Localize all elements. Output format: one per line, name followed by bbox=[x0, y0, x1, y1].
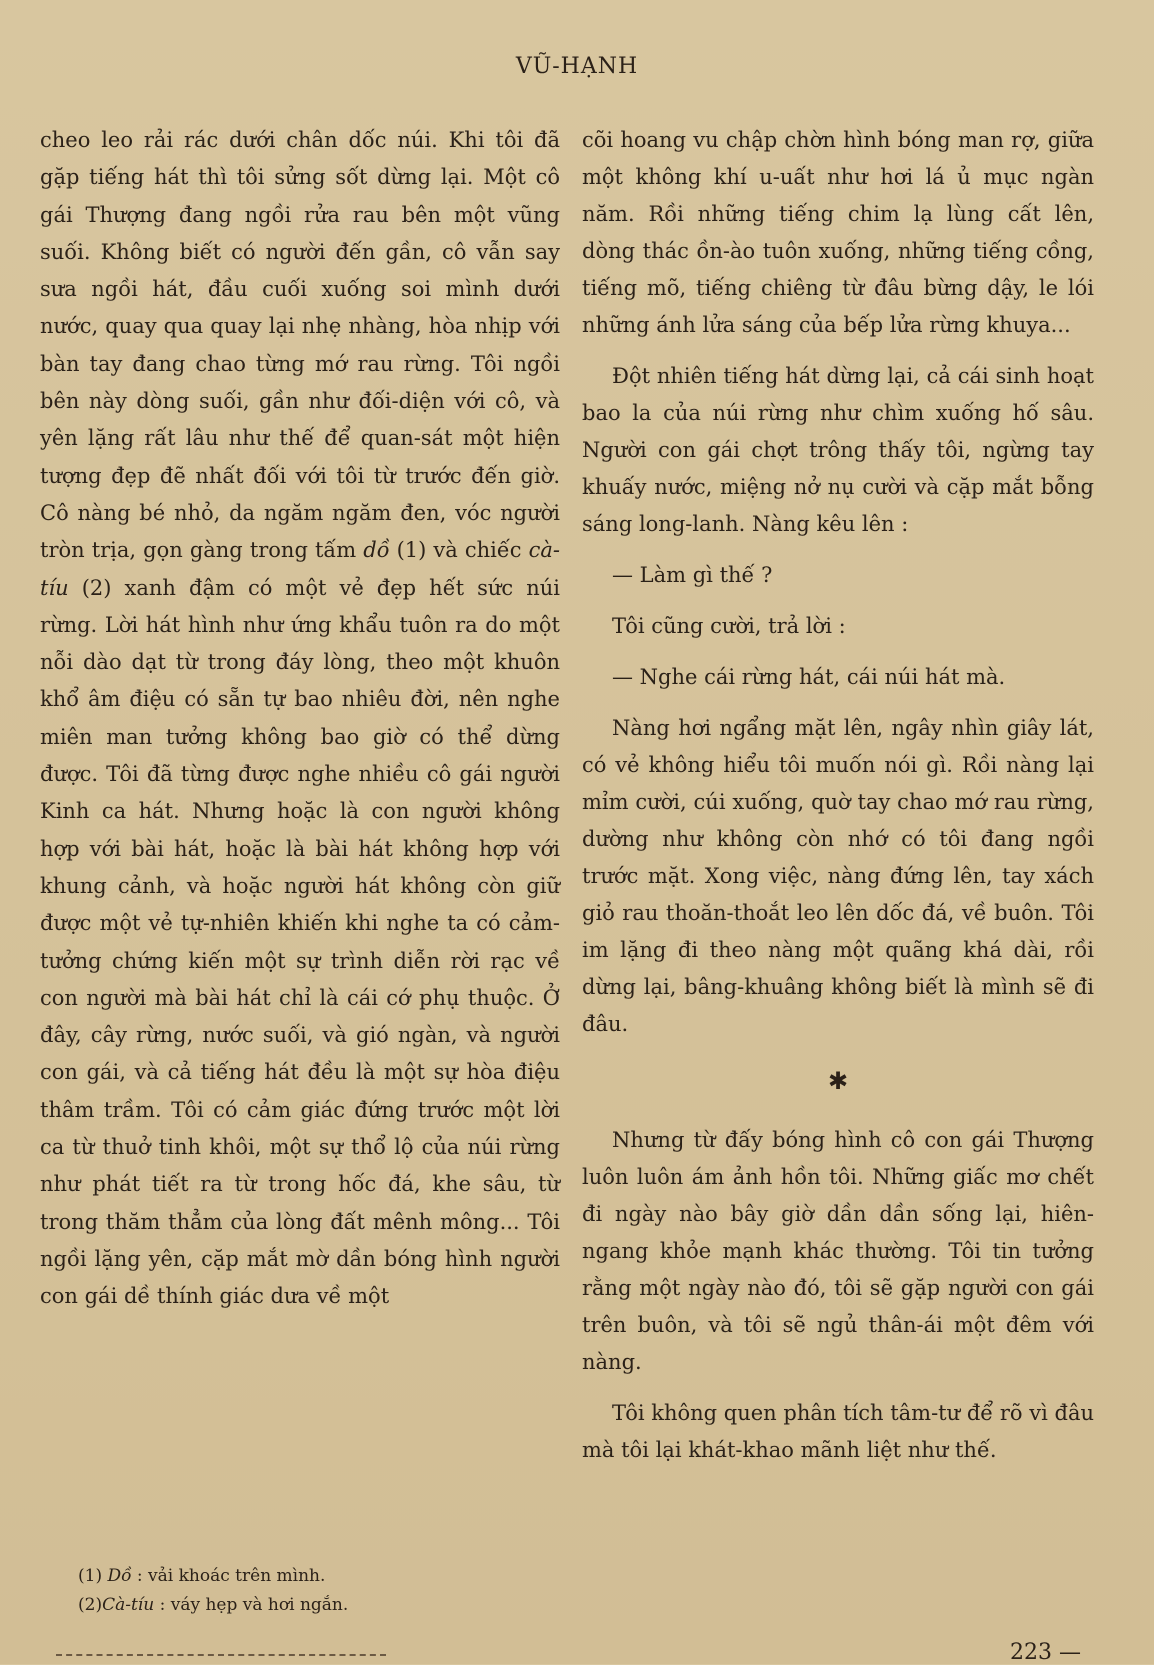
footnote-1 bbox=[78, 1562, 558, 1591]
right-column bbox=[582, 122, 1094, 1469]
right-paragraph-5: Nhưng từ đấy bóng hình cô con gái Thượng luôn luôn ám ảnh hồn tôi. Những giấc mơ chết đi ngày nào bây giờ dần dần sống lại, hiên-ngang khỏe mạnh khác thường. Tôi tin tưởng rằng một ngày nào đó, tôi sẽ gặp người con gái trên buôn, và tôi sẽ ngủ thân-ái một đêm với nàng. bbox=[582, 1128, 1094, 1374]
footnote-1-term: Dồ bbox=[107, 1566, 132, 1586]
page-number: 223 — bbox=[1010, 1640, 1081, 1665]
footnotes bbox=[78, 1562, 558, 1620]
term-catiu: cà-tíu bbox=[40, 538, 560, 600]
note-ref-1: (1) và chiếc bbox=[389, 538, 529, 563]
right-paragraph-3: Tôi cũng cười, trả lời : bbox=[612, 614, 846, 638]
right-paragraph-6: Tôi không quen phân tích tâm-tư để rõ vì đâu mà tôi lại khát-khao mãnh liệt như thế. bbox=[582, 1401, 1094, 1462]
right-paragraph-4: Nàng hơi ngẩng mặt lên, ngây nhìn giây lát, có vẻ không hiểu tôi muốn nói gì. Rồi nàng lại mỉm cười, cúi xuống, quờ tay chao mớ rau rừng, dường như không còn nhớ có tôi đang ngồi trước mặt. Xong việc, nàng đứng lên, tay xách giỏ rau thoăn-thoắt leo lên dốc đá, về buôn. Tôi im lặng đi theo nàng một quãng khá dài, rồi dừng lại, bâng-khuâng không biết là mình sẽ đi đâu. bbox=[582, 716, 1094, 1036]
dialog-line-2: — Nghe cái rừng hát, cái núi hát mà. bbox=[612, 665, 1006, 689]
footnote-2-mark: (2) bbox=[78, 1595, 103, 1615]
right-paragraph-1: cõi hoang vu chập chờn hình bóng man rợ, giữa một không khí u-uất như hơi lá ủ mục ngàn năm. Rồi những tiếng chim lạ lùng cất lên, dòng thác ồn-ào tuôn xuống, những tiếng cồng, tiếng mõ, tiếng chiêng từ đâu bừng dậy, le lói những ánh lửa sáng của bếp lửa rừng khuya... bbox=[582, 128, 1094, 337]
term-do: dồ bbox=[363, 538, 390, 563]
left-paragraph bbox=[40, 122, 560, 1316]
bottom-rule bbox=[56, 1654, 386, 1656]
section-separator: ✱ bbox=[827, 1067, 849, 1095]
footnote-1-mark: (1) bbox=[78, 1566, 108, 1586]
footnote-2 bbox=[78, 1591, 558, 1620]
footnote-2-term: Cà-tíu bbox=[102, 1595, 155, 1615]
left-text-part-1: cheo leo rải rác dưới chân dốc núi. Khi tôi đã gặp tiếng hát thì tôi sửng sốt dừng lại. Một cô gái Thượng đang ngồi rửa rau bên một vũng suối. Không biết có người đến gần, cô vẫn say sưa ngồi hát, đầu cuối xuống soi mình dưới nước, quay qua quay lại nhẹ nhàng, hòa nhịp với bàn tay đang chao từng mớ rau rừng. Tôi ngồi bên này dòng suối, gần như đối-diện với cô, và yên lặng rất lâu như thế để quan-sát một hiện tượng đẹp đẽ nhất đối với tôi từ trước đến giờ. Cô nàng bé nhỏ, da ngăm ngăm đen, vóc người tròn trịa, gọn gàng trong tấm bbox=[40, 128, 560, 563]
footnote-1-text: : vải khoác trên mình. bbox=[131, 1566, 326, 1586]
right-paragraph-2: Đột nhiên tiếng hát dừng lại, cả cái sinh hoạt bao la của núi rừng như chìm xuống hố sâu. Người con gái chợt trông thấy tôi, ngừng tay khuấy nước, miệng nở nụ cười và cặp mắt bỗng sáng long-lanh. Nàng kêu lên : bbox=[582, 364, 1094, 536]
dialog-line-1: — Làm gì thế ? bbox=[612, 563, 773, 587]
left-text-part-2: (2) xanh đậm có một vẻ đẹp hết sức núi rừng. Lời hát hình như ứng khẩu tuôn ra do một nỗi dào dạt từ trong đáy lòng, theo một khuôn khổ âm điệu có sẵn tự bao nhiêu đời, nên nghe miên man tưởng không bao giờ có thể dừng được. Tôi đã từng được nghe nhiều cô gái người Kinh ca hát. Nhưng hoặc là con người không hợp với bài hát, hoặc là bài hát không hợp với khung cảnh, và hoặc người hát không còn giữ được một vẻ tự-nhiên khiến khi nghe ta có cảm-tưởng chứng kiến một sự trình diễn rời rạc về con người mà bài hát chỉ là cái cớ phụ thuộc. Ở đây, cây rừng, nước suối, và gió ngàn, và người con gái, và cả tiếng hát đều là một sự hòa điệu thâm trầm. Tôi có cảm giác đứng trước một lời ca từ thuở tinh khôi, một sự thổ lộ của núi rừng như phát tiết ra từ trong hốc đá, khe sâu, từ trong thăm thẳm của lòng đất mênh mông... Tôi ngồi lặng yên, cặp mắt mờ dần bóng hình người con gái dề thính giác dưa về một bbox=[40, 575, 560, 1309]
footnote-2-text: : váy hẹp và hơi ngắn. bbox=[154, 1595, 349, 1615]
running-header: VŨ-HẠNH bbox=[515, 54, 639, 79]
left-column bbox=[40, 122, 560, 1316]
